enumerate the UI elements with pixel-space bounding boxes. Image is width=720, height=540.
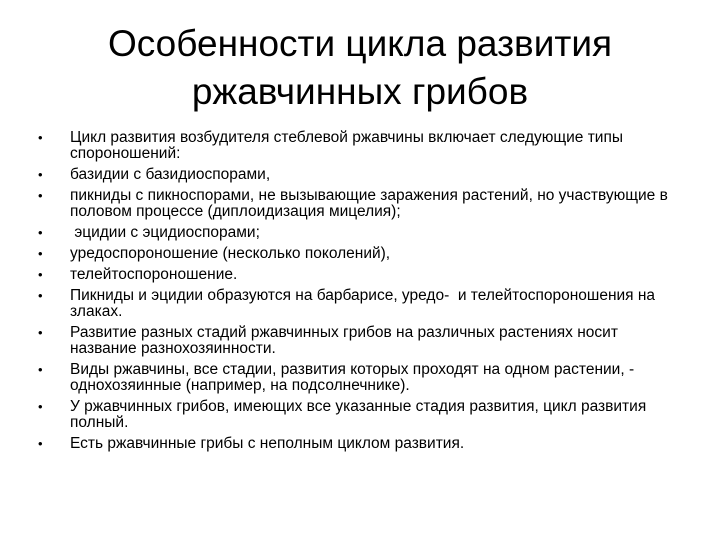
bullet-text: уредоспороношение (несколько поколений), [70, 245, 391, 262]
bullet-item [38, 325, 678, 357]
bullet-icon: • [38, 225, 43, 240]
bullet-item [38, 167, 678, 183]
bullet-icon: • [38, 246, 43, 261]
bullet-text: эцидии с эцидиоспорами; [70, 224, 260, 241]
bullet-text: Пикниды и эцидии образуются на барбарисе, уредо- и телейтоспороношения на злаках. [70, 287, 660, 320]
bullet-text: Развитие разных стадий ржавчинных грибов на различных растениях носит название разнохозяинности. [70, 324, 618, 357]
bullet-text: телейтоспороношение. [70, 266, 238, 283]
bullet-item [38, 399, 678, 431]
bullet-text: пикниды с пикноспорами, не вызывающие заражения растений, но участвующие в половом процессе (диплоидизация мицелия); [70, 187, 668, 220]
bullet-text: У ржавчинных грибов, имеющих все указанные стадия развития, цикл развития полный. [70, 398, 647, 431]
bullet-icon: • [38, 267, 43, 282]
bullet-item [38, 362, 678, 394]
bullet-icon: • [38, 436, 43, 451]
bullet-text: Есть ржавчинные грибы с неполным циклом развития. [70, 435, 465, 452]
bullet-list [38, 130, 678, 457]
slide-title: Особенности цикла развития ржавчинных грибов [107, 23, 613, 112]
bullet-text: Цикл развития возбудителя стеблевой ржавчины включает следующие типы спороношений: [70, 129, 623, 162]
bullet-item [38, 288, 678, 320]
bullet-text: Виды ржавчины, все стадии, развития которых проходят на одном растении, - однохозяинные (например, на подсолнечнике). [70, 361, 635, 394]
bullet-text: базидии с базидиоспорами, [70, 166, 271, 183]
bullet-item [38, 267, 678, 283]
bullet-icon: • [38, 167, 43, 182]
bullet-icon: • [38, 399, 43, 414]
bullet-icon: • [38, 362, 43, 377]
bullet-icon: • [38, 288, 43, 303]
bullet-item [38, 436, 678, 452]
bullet-icon: • [38, 188, 43, 203]
bullet-item [38, 246, 678, 262]
bullet-item [38, 225, 678, 241]
bullet-item [38, 188, 678, 220]
bullet-item [38, 130, 678, 162]
bullet-icon: • [38, 325, 43, 340]
bullet-icon: • [38, 130, 43, 145]
